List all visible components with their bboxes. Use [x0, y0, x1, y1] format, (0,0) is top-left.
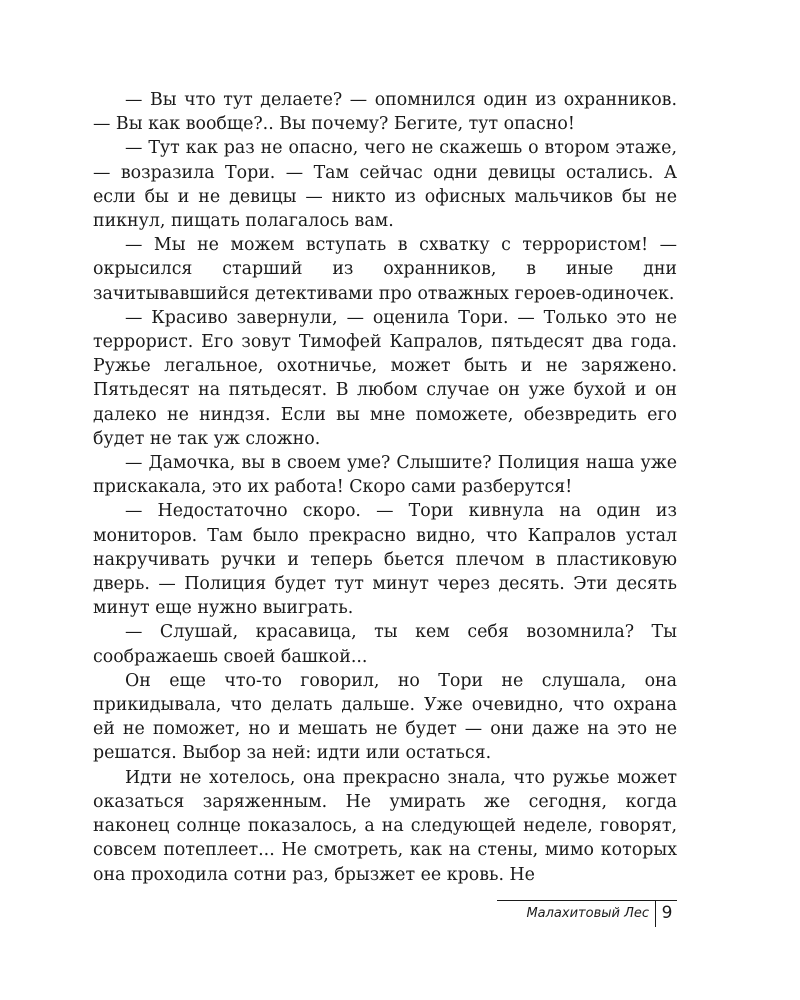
paragraph-6: — Недостаточно скоро. — Тори кивнула на один из мониторов. Там было прекрасно видно, что Капралов устал накручивать ручки и теперь бьется плечом в пластиковую дверь. — Полиция будет тут минут через десять. Эти десять минут еще нужно выиграть.	[93, 501, 677, 619]
paragraph-3: — Мы не можем вступать в схватку с террористом! — окрысился старший из охранников, в иные дни зачитывавшийся детективами про отважных героев-одиночек.	[93, 235, 677, 304]
main-text	[93, 88, 677, 887]
page-footer	[497, 900, 677, 927]
paragraph-2: — Тут как раз не опасно, чего не скажешь о втором этаже, — возразила Тори. — Там сейчас одни девицы остались. А если бы и не девицы — никто из офисных мальчиков бы не пикнул, пищать полагалось вам.	[93, 138, 677, 232]
page-number: 9	[661, 903, 673, 923]
paragraph-7: — Слушай, красавица, ты кем себя возомнила? Ты соображаешь своей башкой...	[93, 622, 677, 667]
paragraph-4: — Красиво завернули, — оценила Тори. — Только это не террорист. Его зовут Тимофей Капралов, пятьдесят два года. Ружье легальное, охотничье, может быть и не заряжено. Пятьдесят на пятьдесят. В любом случае он уже бухой и он далеко не ниндзя. Если вы мне поможете, обезвредить его будет не так уж сложно.	[93, 307, 677, 449]
footer-divider	[655, 901, 656, 927]
paragraph-1: — Вы что тут делаете? — опомнился один из охранников. — Вы как вообще?.. Вы почему? Бегите, тут опасно!	[93, 90, 677, 135]
series-title: Малахитовый Лес	[526, 906, 649, 921]
paragraph-9: Идти не хотелось, она прекрасно знала, что ружье может оказаться заряженным. Не умирать же сегодня, когда наконец солнце показалось, а на следующей неделе, говорят, совсем потеплеет... Не смотреть, как на стены, мимо которых она проходила сотни раз, брызжет ее кровь. Не	[93, 767, 677, 885]
paragraph-5: — Дамочка, вы в своем уме? Слышите? Полиция наша уже прискакала, это их работа! Скоро сами разберутся!	[93, 453, 677, 498]
paragraph-8: Он еще что-то говорил, но Тори не слушала, она прикидывала, что делать дальше. Уже очевидно, что охрана ей не поможет, но и мешать не будет — они даже на это не решатся. Выбор за ней: идти или остаться.	[93, 670, 677, 764]
